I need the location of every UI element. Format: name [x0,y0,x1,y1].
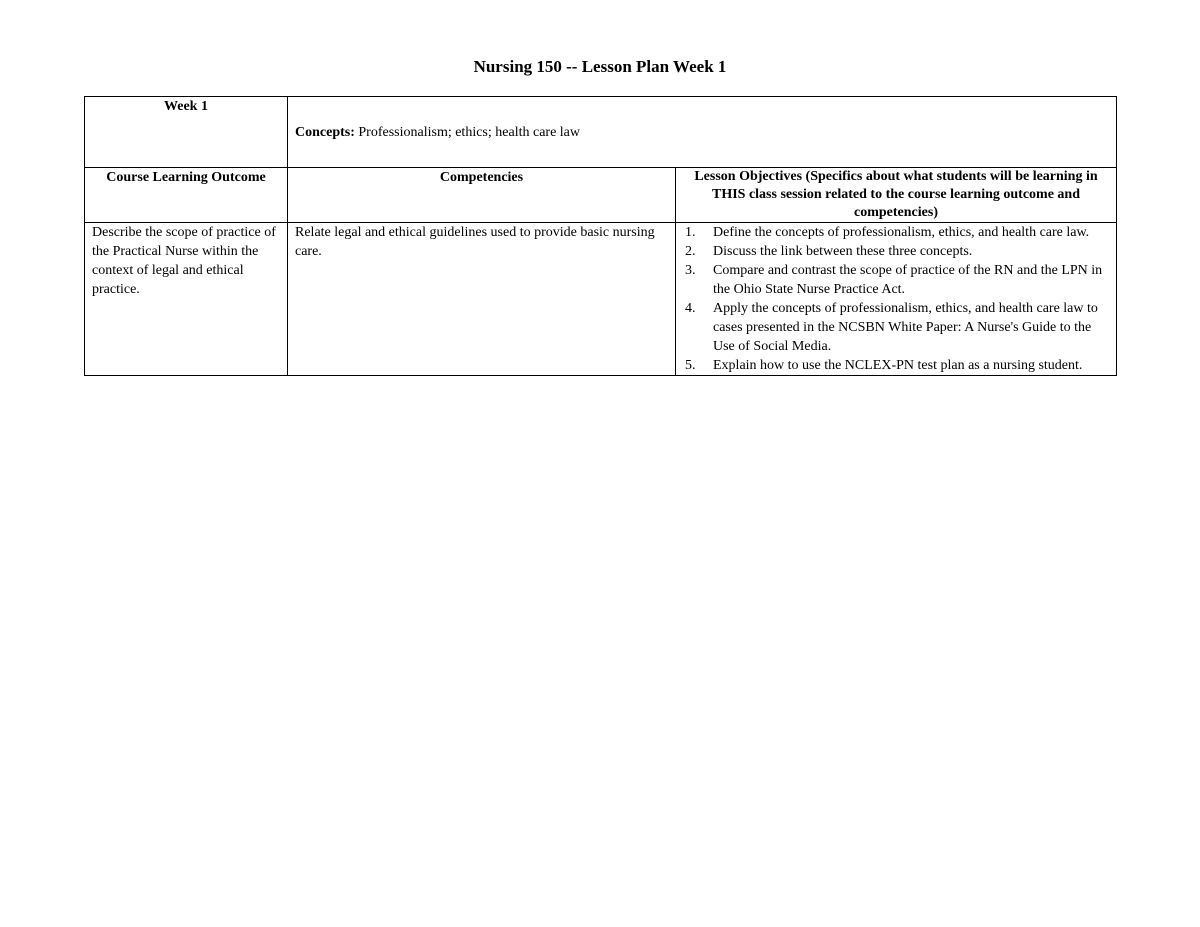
objective-item [683,299,1109,356]
objective-text: Define the concepts of professionalism, ethics, and health care law. [713,225,1090,240]
competencies-text: Relate legal and ethical guidelines used to provide basic nursing care. [288,223,676,376]
objective-number: 4. [685,301,696,316]
objective-number: 1. [685,225,696,240]
content-row [85,223,1117,376]
competencies-header: Competencies [288,168,676,223]
objective-text: Discuss the link between these three concepts. [713,244,973,259]
objectives-cell [676,223,1117,376]
objective-item [683,223,1109,242]
concepts-cell [288,97,1117,168]
concepts-label: Concepts: [295,124,355,140]
lesson-plan-table [84,96,1117,376]
week-label: Week 1 [85,97,288,168]
outcome-text: Describe the scope of practice of the Practical Nurse within the context of legal and ethical practice. [85,223,288,376]
objectives-header: Lesson Objectives (Specifics about what students will be learning in THIS class session related to the course learning outcome and competencies) [676,168,1117,223]
objective-item [683,356,1109,375]
objectives-list [683,223,1109,375]
objective-text: Apply the concepts of professionalism, ethics, and health care law to cases presented in the NCSBN White Paper: A Nurse's Guide to the Use of Social Media. [713,301,1098,354]
objective-number: 2. [685,244,696,259]
objective-text: Explain how to use the NCLEX-PN test plan as a nursing student. [713,358,1083,373]
objective-item [683,261,1109,299]
concepts-value: Professionalism; ethics; health care law [354,124,580,140]
objective-item [683,242,1109,261]
objective-number: 5. [685,358,696,373]
outcome-header: Course Learning Outcome [85,168,288,223]
document-title: Nursing 150 -- Lesson Plan Week 1 [473,57,727,76]
header-row [85,168,1117,223]
week-row [85,97,1117,168]
objective-text: Compare and contrast the scope of practice of the RN and the LPN in the Ohio State Nurse Practice Act. [713,263,1103,297]
objective-number: 3. [685,263,696,278]
